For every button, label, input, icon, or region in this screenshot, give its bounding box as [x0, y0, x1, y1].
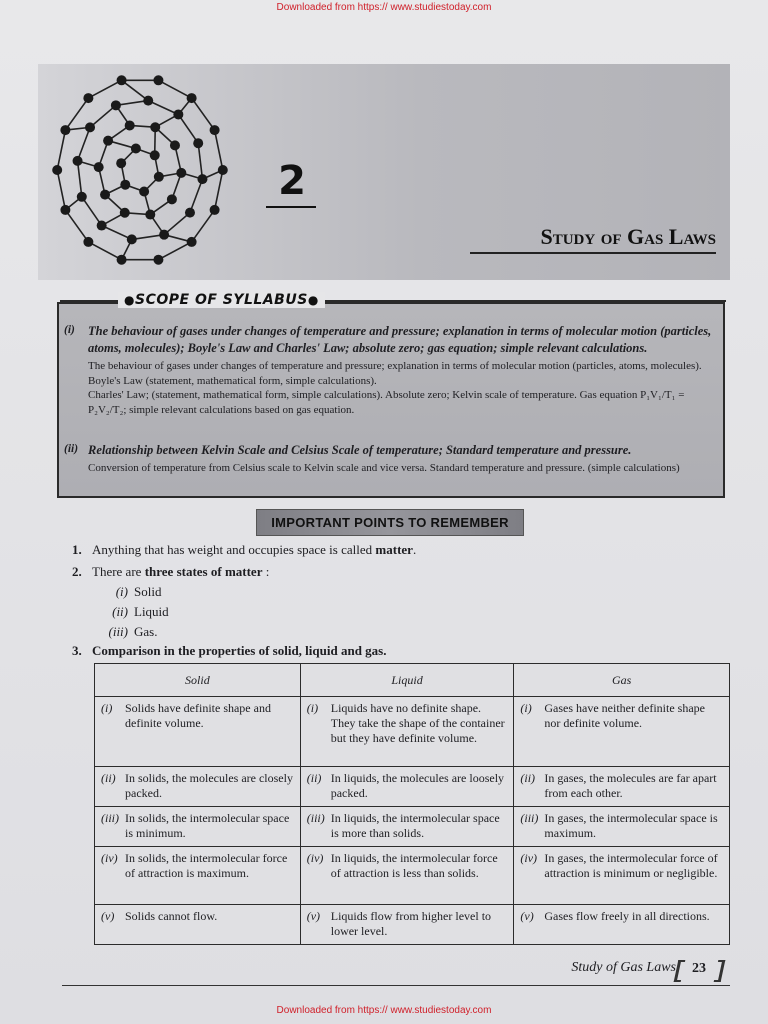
- atom-dot: [60, 125, 70, 135]
- bond-line: [65, 98, 88, 130]
- atom-dot: [97, 221, 107, 231]
- table-row: [95, 905, 730, 945]
- point-2: [72, 564, 269, 580]
- atom-dot: [85, 122, 95, 132]
- atom-dot: [94, 162, 104, 172]
- table-cell: [514, 767, 730, 807]
- cell-numeral: (iii): [101, 811, 119, 825]
- bond-line: [82, 197, 102, 226]
- state-numeral: (ii): [112, 604, 128, 619]
- atom-dot: [153, 75, 163, 85]
- table-cell: [300, 697, 514, 767]
- atom-dot: [210, 125, 220, 135]
- atom-dot: [139, 187, 149, 197]
- syllabus-item-body: [88, 461, 716, 476]
- atom-dot: [170, 140, 180, 150]
- bond-line: [190, 179, 202, 212]
- point-number: 2.: [72, 564, 82, 579]
- cell-numeral: (ii): [306, 771, 322, 785]
- cell-text: In liquids, the intermolecular force of attraction is less than solids.: [330, 851, 498, 880]
- syllabus-item-1: [64, 323, 716, 417]
- bond-line: [215, 130, 223, 170]
- bond-line: [65, 210, 88, 242]
- syllabus-item-2: [64, 442, 716, 476]
- bond-line: [88, 80, 121, 98]
- state-label: Liquid: [134, 604, 169, 619]
- bond-line: [88, 242, 121, 260]
- atom-dot: [120, 180, 130, 190]
- bond-line: [158, 242, 191, 260]
- bond-line: [178, 114, 198, 143]
- point-text: :: [262, 564, 270, 579]
- cell-text: Liquids flow from higher level to lower level.: [330, 909, 492, 938]
- chapter-number-underline: [266, 206, 316, 208]
- cell-text: Gases have neither definite shape nor definite volume.: [544, 701, 705, 730]
- table-cell: [300, 847, 514, 905]
- syllabus-item-paragraph: Charles' Law; (statement, mathematical form, simple calculations). Absolute zero; Kelvin scale of temperature. Gas equation P₁V₁/T₁ = P₂V₂/T₂; simple relevant calculations based on gas equation.: [88, 389, 685, 416]
- cell-text: In solids, the intermolecular space is minimum.: [125, 811, 290, 840]
- atom-dot: [117, 75, 127, 85]
- atom-dot: [153, 255, 163, 265]
- state-item: [98, 584, 161, 600]
- footer-rule: [62, 985, 730, 986]
- bond-line: [198, 143, 202, 179]
- atom-dot: [143, 96, 153, 106]
- cell-numeral: (i): [306, 701, 319, 715]
- footer-chapter-title: Study of Gas Laws: [571, 960, 676, 975]
- atom-dot: [52, 165, 62, 175]
- syllabus-tag-label: SCOPE OF SYLLABUS: [134, 292, 308, 308]
- table-cell: [95, 767, 301, 807]
- comparison-table-body: [95, 697, 730, 945]
- cell-numeral: (iv): [306, 851, 324, 865]
- chapter-title: Study of Gas Laws: [540, 224, 716, 249]
- state-numeral: (iii): [108, 624, 128, 639]
- atom-dot: [145, 210, 155, 220]
- syllabus-item-paragraph: Conversion of temperature from Celsius scale to Kelvin scale and vice versa. Standard temperature and pressure. (simple calculations): [88, 462, 680, 474]
- table-cell: [514, 697, 730, 767]
- table-row: [95, 807, 730, 847]
- table-cell: [514, 807, 730, 847]
- point-text: .: [412, 542, 417, 557]
- atom-dot: [150, 122, 160, 132]
- chapter-number: 2: [278, 158, 306, 204]
- point-3: [72, 643, 386, 659]
- atom-dot: [60, 205, 70, 215]
- atom-dot: [73, 156, 83, 166]
- cell-text: Solids cannot flow.: [125, 909, 218, 923]
- syllabus-item-body: [88, 359, 716, 417]
- point-bold-term: matter: [375, 542, 413, 557]
- bond-line: [215, 170, 223, 210]
- atom-dot: [187, 93, 197, 103]
- cell-text: In liquids, the intermolecular space is more than solids.: [330, 811, 500, 840]
- cell-numeral: (iv): [101, 851, 118, 865]
- syllabus-item-paragraph: The behaviour of gases under changes of temperature and pressure; explanation in terms of molecular motion (particles, atoms, molecules). Boyle's Law (statement, mathematical form, simple calculations).: [88, 360, 702, 387]
- cell-text: In gases, the molecules are far apart from each other.: [544, 771, 717, 800]
- bond-line: [192, 98, 215, 130]
- cell-text: In gases, the intermolecular force of attraction is minimum or negligible.: [544, 851, 718, 880]
- table-cell: [514, 905, 730, 945]
- syllabus-item-num: (ii): [64, 443, 79, 455]
- column-header-solid: Solid: [95, 664, 301, 697]
- syllabus-item-heading: The behaviour of gases under changes of temperature and pressure; explanation in terms of molecular motion (particles, atoms, molecules); Boyle's Law and Charles' Law; absolute zero; gas equation; simple relevant calculations.: [88, 324, 712, 355]
- table-cell: [514, 847, 730, 905]
- chapter-title-underline: [470, 252, 716, 254]
- cell-numeral: (ii): [520, 771, 536, 785]
- table-header-row: [95, 664, 730, 697]
- atom-dot: [185, 208, 195, 218]
- atom-dot: [127, 234, 137, 244]
- table-cell: [95, 905, 301, 945]
- cell-text: In gases, the intermolecular space is maximum.: [544, 811, 718, 840]
- atom-dot: [176, 168, 186, 178]
- point-number: 3.: [72, 643, 82, 658]
- atom-dot: [111, 100, 121, 110]
- cell-numeral: (v): [520, 909, 534, 923]
- cell-text: Gases flow freely in all directions.: [544, 909, 710, 923]
- source-link-bottom[interactable]: Downloaded from https:// www.studiestoday.com: [276, 1005, 492, 1016]
- atom-dot: [210, 205, 220, 215]
- syllabus-item-num: (i): [64, 324, 75, 336]
- cell-text: In liquids, the molecules are loosely packed.: [330, 771, 505, 800]
- bond-line: [90, 105, 116, 127]
- atom-dot: [197, 174, 207, 184]
- cell-text: In solids, the molecules are closely packed.: [125, 771, 293, 800]
- atom-dot: [167, 194, 177, 204]
- cell-numeral: (v): [101, 909, 115, 923]
- table-cell: [300, 905, 514, 945]
- table-cell: [95, 807, 301, 847]
- bond-line: [78, 161, 82, 197]
- atom-dot: [77, 192, 87, 202]
- atom-dot: [154, 172, 164, 182]
- scope-of-syllabus-tag: ●SCOPE OF SYLLABUS●: [118, 292, 325, 308]
- atom-dot: [83, 93, 93, 103]
- point-1: [72, 542, 416, 558]
- fullerene-molecule-icon: [42, 70, 242, 270]
- source-link-top[interactable]: Downloaded from https:// www.studiestoday.com: [276, 2, 492, 13]
- point-text: There are: [92, 564, 145, 579]
- atom-dot: [125, 120, 135, 130]
- atom-dot: [159, 230, 169, 240]
- bond-line: [78, 127, 90, 160]
- atom-dot: [83, 237, 93, 247]
- bond-line: [57, 130, 65, 170]
- syllabus-item-heading: Relationship between Kelvin Scale and Celsius Scale of temperature; Standard temperature and pressure.: [88, 443, 632, 457]
- state-label: Gas.: [134, 624, 158, 639]
- table-cell: [95, 847, 301, 905]
- atom-dot: [150, 150, 160, 160]
- table-row: [95, 767, 730, 807]
- cell-numeral: (iv): [520, 851, 538, 865]
- atom-dot: [116, 158, 126, 168]
- atom-dot: [193, 138, 203, 148]
- cell-numeral: (iii): [306, 811, 325, 825]
- cell-numeral: (iii): [520, 811, 539, 825]
- cell-text: Liquids have no definite shape. They take the shape of the container but they have definite volume.: [330, 701, 505, 745]
- table-row: [95, 847, 730, 905]
- state-label: Solid: [134, 584, 162, 599]
- point-text: Anything that has weight and occupies space is called: [92, 542, 376, 557]
- state-numeral: (i): [115, 584, 128, 599]
- column-header-liquid: Liquid: [300, 664, 514, 697]
- atom-dot: [131, 143, 141, 153]
- page-number: 23: [692, 961, 706, 976]
- atom-dot: [120, 208, 130, 218]
- comparison-table: [94, 663, 730, 945]
- atom-dot: [103, 136, 113, 146]
- cell-text: Solids have definite shape and definite volume.: [125, 701, 271, 730]
- state-item: [98, 604, 169, 620]
- atom-dot: [187, 237, 197, 247]
- bond-line: [164, 213, 190, 235]
- bond-line: [57, 170, 65, 210]
- table-row: [95, 697, 730, 767]
- bond-line: [122, 80, 149, 100]
- atom-dot: [117, 255, 127, 265]
- point-bold-term: three states of matter: [144, 564, 263, 579]
- atom-dot: [218, 165, 228, 175]
- cell-numeral: (v): [306, 909, 321, 923]
- point-text: Comparison in the properties of solid, liquid and gas.: [92, 643, 387, 658]
- table-cell: [300, 807, 514, 847]
- bond-line: [192, 210, 215, 242]
- cell-numeral: (i): [520, 701, 532, 715]
- cell-numeral: (i): [101, 701, 113, 715]
- point-number: 1.: [72, 542, 82, 557]
- cell-numeral: (ii): [101, 771, 116, 785]
- column-header-gas: Gas: [514, 664, 730, 697]
- state-item: [98, 624, 157, 640]
- bond-line: [158, 80, 191, 98]
- table-cell: [300, 767, 514, 807]
- atom-dot: [173, 109, 183, 119]
- table-cell: [95, 697, 301, 767]
- cell-text: In solids, the intermolecular force of attraction is maximum.: [125, 851, 288, 880]
- important-points-banner: IMPORTANT POINTS TO REMEMBER: [256, 509, 524, 536]
- atom-dot: [100, 190, 110, 200]
